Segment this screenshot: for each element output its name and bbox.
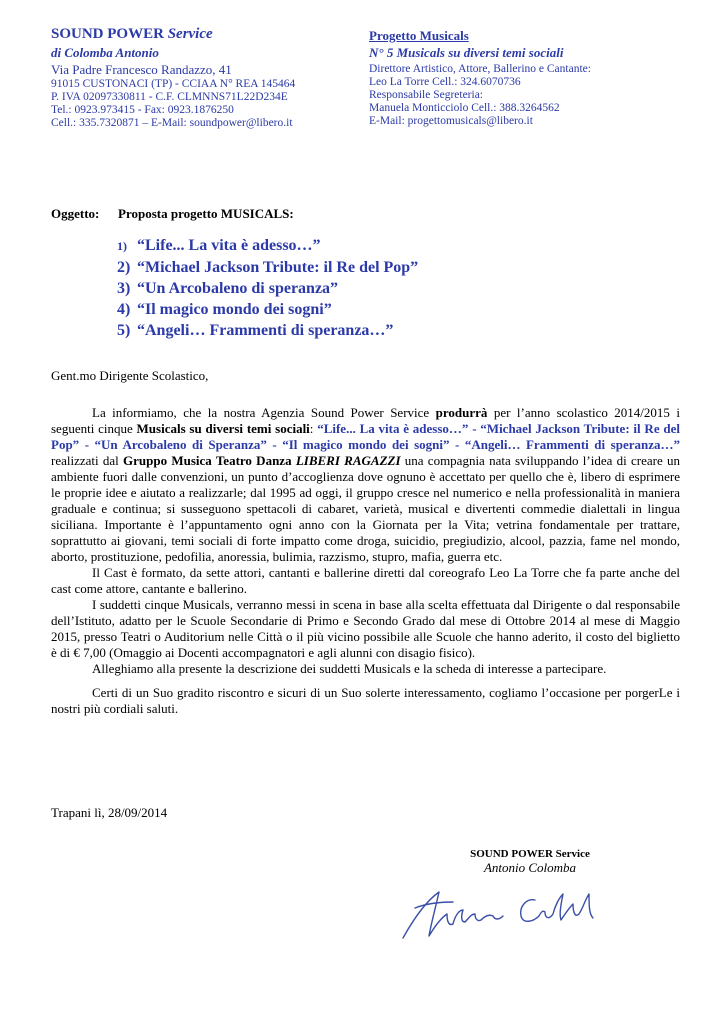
musicals-list xyxy=(117,235,418,341)
letter-body xyxy=(51,405,680,717)
project-title: Progetto Musicals xyxy=(369,28,469,43)
paragraph-closing: Certi di un Suo gradito riscontro e sicuri di un Suo solerte interessamento, cogliamo l’occasione per porgerLe i nostri più cordiali saluti. xyxy=(51,685,680,716)
project-subtitle: N° 5 Musicals su diversi temi sociali xyxy=(369,45,564,60)
company-city: 91015 CUSTONACI (TP) - CCIAA N° REA 145464 xyxy=(51,78,296,90)
company-address: Via Padre Francesco Randazzo, 41 xyxy=(51,62,232,77)
secretary-role: Responsabile Segreteria: xyxy=(369,89,484,101)
subject-line xyxy=(51,206,294,222)
handwritten-signature xyxy=(395,880,625,950)
project-email: E-Mail: progettomusicals@libero.it xyxy=(369,115,533,127)
paragraph-schedule: I suddetti cinque Musicals, verranno messi in scena in base alla scelta effettuata dal Dirigente o dal responsabile dell’Istituto, adatto per le Scuole Secondarie di Primo e Secondo Grado dal mese di Ottobre 2014 al mese di Maggio 2015, presso Teatri o Auditorium nelle Città o il più vicino possibile alle Scuole che hanno aderito, il costo del biglietto è di € 7,00 (Omaggio ai Docenti accompagnatori e agli alunni con disagio fisico). xyxy=(51,597,680,660)
list-item: 1) “Life... La vita è adesso…” xyxy=(117,237,321,254)
company-cell: Cell.: 335.7320871 – E-Mail: soundpower@libero.it xyxy=(51,117,293,129)
list-item: 3) “Un Arcobaleno di speranza” xyxy=(117,280,339,297)
list-item: 2) “Michael Jackson Tribute: il Re del Pop” xyxy=(117,259,419,276)
company-owner: di Colomba Antonio xyxy=(51,45,159,60)
list-item: 4) “Il magico mondo dei sogni” xyxy=(117,301,332,318)
secretary-contact: Manuela Monticciolo Cell.: 388.3264562 xyxy=(369,102,560,114)
paragraph-attachments: Alleghiamo alla presente la descrizione dei suddetti Musicals e la scheda di interesse a partecipare. xyxy=(92,661,607,676)
letterhead-right xyxy=(369,25,689,128)
subject-text: Proposta progetto MUSICALS: xyxy=(118,206,294,221)
letter-date: Trapani lì, 28/09/2014 xyxy=(51,805,168,820)
paragraph-cast: Il Cast è formato, da sette attori, cantanti e ballerine diretti dal coreografo Leo La Torre che fa parte anche del cast come attore, cantante e ballerino. xyxy=(51,565,680,596)
director-role: Direttore Artistico, Attore, Ballerino e Cantante: xyxy=(369,63,591,75)
company-phone: Tel.: 0923.973415 - Fax: 0923.1876250 xyxy=(51,104,234,116)
company-vat: P. IVA 02097330811 - C.F. CLMNNS71L22D234E xyxy=(51,91,288,103)
company-name: SOUND POWER Service xyxy=(51,26,213,42)
director-contact: Leo La Torre Cell.: 324.6070736 xyxy=(369,76,521,88)
paragraph-intro: La informiamo, che la nostra Agenzia Sound Power Service produrrà per l’anno scolastico 2014/2015 i seguenti cinque Musicals su diversi temi sociali: “Life... La vita è adesso…” - “Michael Jackson Tribute: il Re del Pop” - “Un Arcobaleno di Speranza” - “Il magico mondo dei sogni” - “Angeli… Frammenti di speranza…” realizzati dal Gruppo Musica Teatro Danza LIBERI RAGAZZI una compagnia nata sviluppando l’idea di creare un ambiente fuori dalle convenzioni, un punto d’accoglienza dove ognuno è accettato per quello che è, libero di esprimere le proprie idee e aiutato a realizzarle; dal 1995 ad oggi, il gruppo cresce nel numerico e nella professionalità in maniera graduale e continua; si susseguono spettacoli di cabaret, varietà, musical e divertenti commedie dialettali in lingua siciliana. Importante è l’appuntamento ogni anno con la Giornata per la Vita; vetrina fondamentale per trattare, soprattutto ai giovani, temi sociali di forte impatto come droga, suicidio, pregiudizio, alcool, pazzia, fame nel mondo, aborto, prostituzione, pedofilia, anoressia, bulimia, razzismo, stupro, mafia, guerra etc. xyxy=(51,405,681,564)
signature-company: SOUND POWER Service xyxy=(470,848,590,860)
letterhead-left xyxy=(51,25,351,130)
signature-name: Antonio Colomba xyxy=(483,860,577,875)
greeting: Gent.mo Dirigente Scolastico, xyxy=(51,368,209,383)
list-item: 5) “Angeli… Frammenti di speranza…” xyxy=(117,322,394,339)
subject-label: Oggetto: xyxy=(51,206,100,221)
signature-block xyxy=(430,848,630,876)
